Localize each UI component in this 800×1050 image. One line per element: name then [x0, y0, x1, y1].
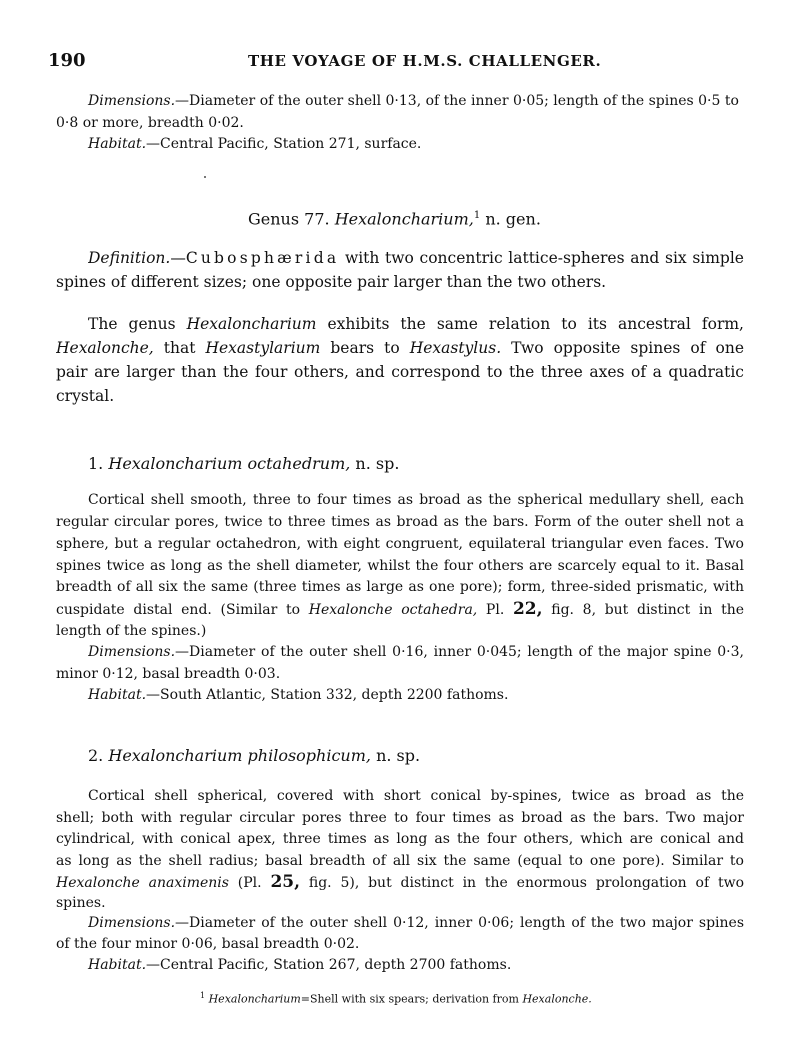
species-2-desc-line-5: Hexalonche anaximenis (Pl. 25, fig. 5), but distinct in the enormous prolongation of two [56, 873, 744, 891]
species-1-heading: 1. Hexaloncharium octahedrum, n. sp. [88, 454, 400, 473]
intro-line-4: crystal. [56, 387, 115, 405]
species-2-habitat: Habitat.—Central Pacific, Station 267, depth 2700 fathoms. [88, 957, 512, 973]
page-number: 190 [48, 50, 86, 71]
species-1-desc-line-5: breadth of all six the same (three times as large as one pore); form, three-sided prismatic, with [56, 579, 744, 595]
species-1-desc-line-6: cuspidate distal end. (Similar to Hexalonche octahedra, Pl. 22, fig. 8, but distinct in the [56, 600, 744, 618]
intro-line-1: The genus Hexaloncharium exhibits the same relation to its ancestral form, [88, 315, 744, 333]
species-2-desc-line-6: spines. [56, 895, 106, 911]
species-2-heading: 2. Hexaloncharium philosophicum, n. sp. [88, 746, 421, 765]
species-1-desc-line-3: sphere, but a regular octahedron, with eight congruent, equilateral triangular even faces. Two [56, 536, 744, 552]
species-1-dimensions-line-2: minor 0·12, basal breadth 0·03. [56, 666, 281, 682]
species-2-desc-line-1: Cortical shell spherical, covered with short conical by-spines, twice as broad as the [88, 788, 744, 804]
plate-reference: 22, [512, 600, 543, 618]
definition-line-1: Definition.—Cubosphærida with two concentric lattice-spheres and six simple [88, 249, 744, 267]
page-header [48, 50, 754, 72]
genus-heading: Genus 77. Hexaloncharium,$^1$ n. gen. [248, 209, 541, 229]
previous-dimensions-line-1: Dimensions.—Diameter of the outer shell 0·13, of the inner 0·05; length of the spines 0·5 to [88, 93, 739, 109]
footnote-marker: 1 [473, 210, 481, 221]
species-1-habitat: Habitat.—South Atlantic, Station 332, depth 2200 fathoms. [88, 687, 509, 703]
previous-dimensions-line-2: 0·8 or more, breadth 0·02. [56, 115, 244, 131]
species-1-desc-line-7: length of the spines.) [56, 623, 207, 639]
definition-line-2: spines of different sizes; one opposite pair larger than the two others. [56, 273, 607, 291]
running-title: THE VOYAGE OF H.M.S. CHALLENGER. [248, 52, 602, 70]
plate-reference: 25, [270, 873, 301, 891]
species-2-dimensions-line-1: Dimensions.—Diameter of the outer shell 0·12, inner 0·06; length of the two major spines [88, 915, 744, 931]
intro-line-2: Hexalonche, that Hexastylarium bears to Hexastylus. Two opposite spines of one [56, 339, 744, 357]
previous-habitat: Habitat.—Central Pacific, Station 271, surface. [88, 136, 422, 152]
species-1-dimensions-line-1: Dimensions.—Diameter of the outer shell 0·16, inner 0·045; length of the major spine 0·3, [88, 644, 744, 660]
intro-line-3: pair are larger than the four others, and correspond to the three axes of a quadratic [56, 363, 744, 381]
footnote: $^1$ Hexaloncharium=Shell with six spears; derivation from Hexalonche. [200, 991, 592, 1006]
species-1-desc-line-1: Cortical shell smooth, three to four times as broad as the spherical medullary shell, each [88, 492, 744, 508]
species-1-desc-line-2: regular circular pores, twice to three times as broad as the bars. Form of the outer shell not a [56, 514, 744, 530]
species-2-desc-line-3: cylindrical, with conical apex, three times as long as the four others, which are conical and [56, 831, 744, 847]
species-2-desc-line-2: shell; both with regular circular pores three to four times as broad as the bars. Two major [56, 810, 744, 826]
species-1-desc-line-4: spines twice as long as the shell diameter, whilst the four others are scarcely equal to it. Basal [56, 558, 744, 574]
species-2-dimensions-line-2: of the four minor 0·06, basal breadth 0·02. [56, 936, 360, 952]
species-2-desc-line-4: as long as the shell radius; basal breadth of all six the same (equal to one pore). Similar to [56, 853, 744, 869]
printer-speck [204, 176, 206, 178]
